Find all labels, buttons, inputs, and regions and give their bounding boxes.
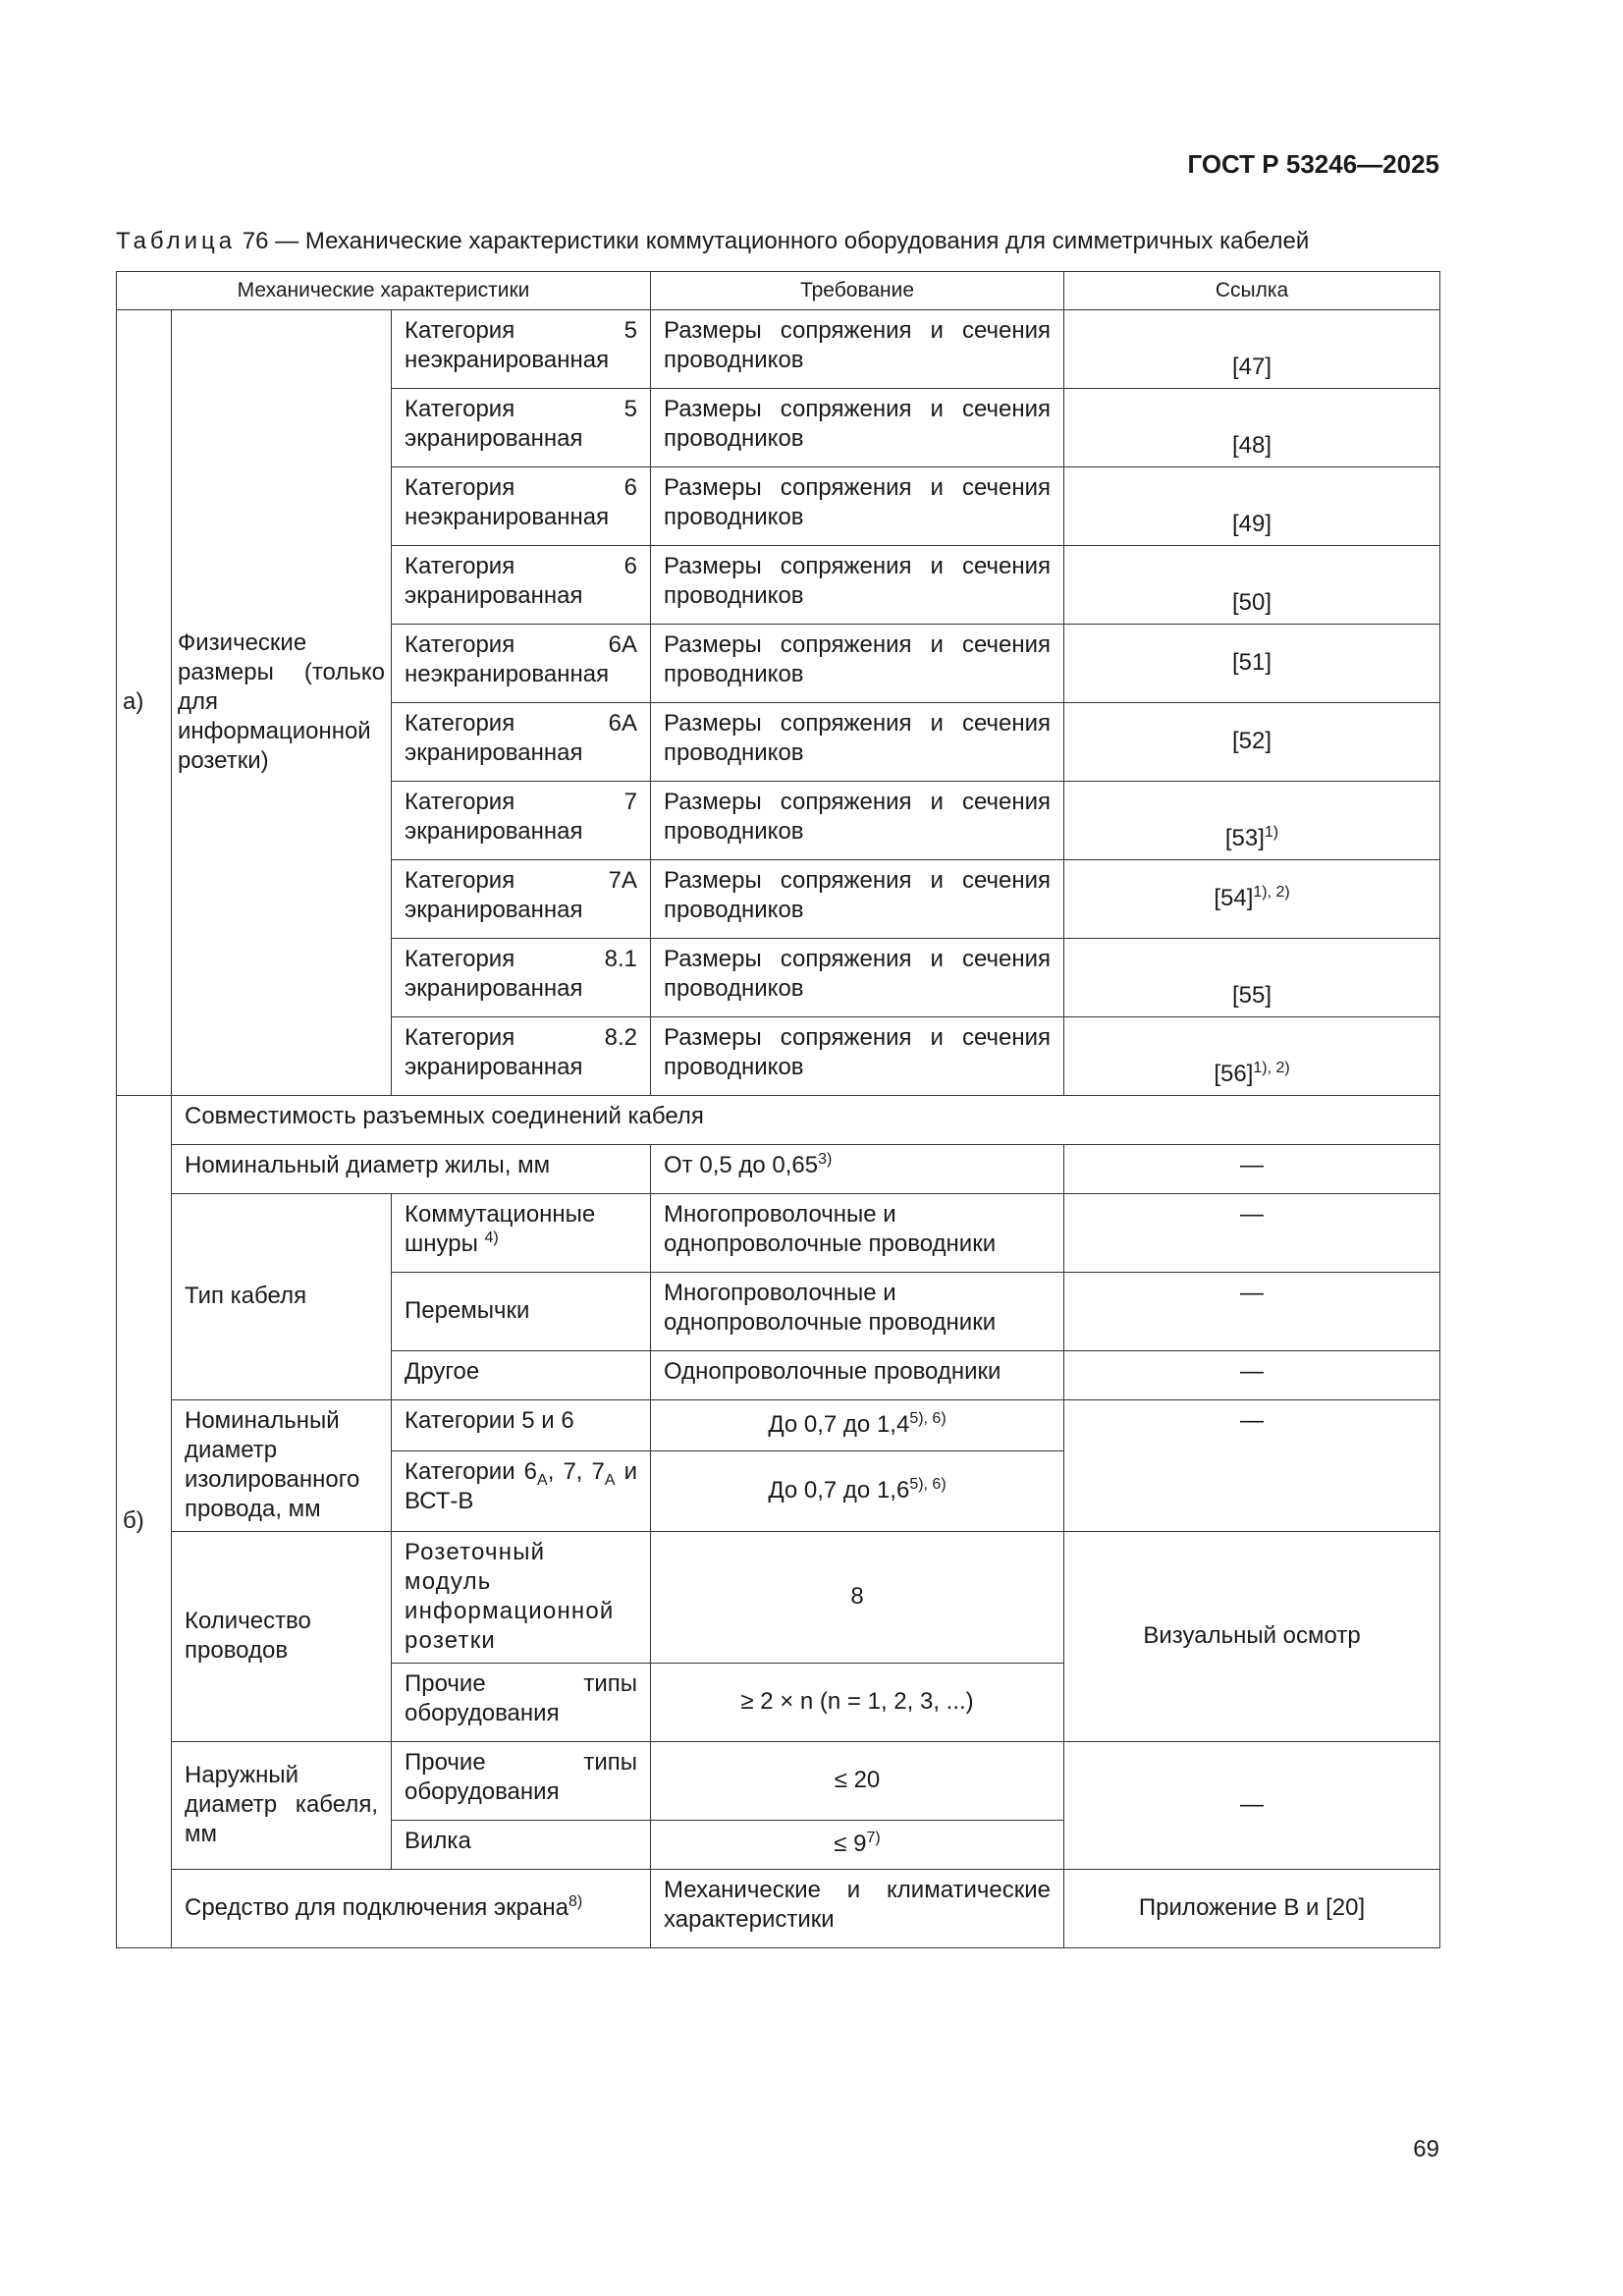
requirement-cell: Размеры сопряжения и сечения проводников	[651, 389, 1064, 467]
category-cell: Категория 6 экранированная	[392, 546, 651, 625]
table-row	[117, 1742, 1440, 1821]
requirement-cell: Размеры сопряжения и сечения проводников	[651, 939, 1064, 1017]
header-cell-characteristics: Механические характеристики	[117, 272, 651, 310]
requirement-cell: До 0,7 до $1,6^{5), 6)}$	[651, 1450, 1064, 1531]
reference-cell: [52]	[1064, 703, 1440, 782]
sub-cell: Вилка	[392, 1821, 651, 1870]
category-cell: Категория 6А неэкранированная	[392, 625, 651, 703]
reference-cell: $[53]^{1)}$	[1064, 782, 1440, 860]
wires-count-label: Количество проводов	[172, 1532, 392, 1742]
requirement-cell: Размеры сопряжения и сечения проводников	[651, 1017, 1064, 1096]
category-cell: Категория 6А экранированная	[392, 703, 651, 782]
table-row	[117, 310, 1440, 389]
requirement-cell: Размеры сопряжения и сечения проводников	[651, 546, 1064, 625]
reference-cell: —	[1064, 1145, 1440, 1194]
requirement-cell: Многопроволочные и однопроволочные проводники	[651, 1194, 1064, 1273]
requirement-cell: Размеры сопряжения и сечения проводников	[651, 860, 1064, 939]
table-row	[117, 1400, 1440, 1451]
requirement-cell: От 0,5 до 0,65$^{3)}$	[651, 1145, 1064, 1194]
reference-cell: —	[1064, 1273, 1440, 1351]
table-caption	[116, 228, 1309, 255]
table-header-row	[117, 272, 1440, 310]
reference-cell: —	[1064, 1194, 1440, 1273]
sub-cell: Другое	[392, 1351, 651, 1400]
mechanical-characteristics-table	[116, 271, 1440, 1948]
requirement-cell: Многопроволочные и однопроволочные проводники	[651, 1273, 1064, 1351]
table-row	[117, 1870, 1440, 1948]
physical-dimensions-label: Физические размеры (только для информационной розетки)	[172, 310, 392, 1096]
category-cell: Категория 7 экранированная	[392, 782, 651, 860]
sub-cell: Категории $6_А$, 7, $7_А$ и ВСТ-В	[392, 1450, 651, 1531]
reference-cell: [55]	[1064, 939, 1440, 1017]
sub-cell: Прочие типы оборудования	[392, 1742, 651, 1821]
reference-cell: $[54]^{1), 2)}$	[1064, 860, 1440, 939]
cable-type-label: Тип кабеля	[172, 1194, 392, 1400]
nominal-core-label: Номинальный диаметр жилы, мм	[172, 1145, 651, 1194]
reference-cell: —	[1064, 1742, 1440, 1870]
sub-cell: Розеточный модуль информационной розетки	[392, 1532, 651, 1664]
header-cell-requirement: Требование	[651, 272, 1064, 310]
requirement-cell: Размеры сопряжения и сечения проводников	[651, 310, 1064, 389]
header-cell-reference: Ссылка	[1064, 272, 1440, 310]
table-row	[117, 1145, 1440, 1194]
requirement-cell: ≤ $9^{7)}$	[651, 1821, 1064, 1870]
outer-diameter-label: Наружный диаметр кабеля, мм	[172, 1742, 392, 1870]
caption-label: Таблица	[116, 228, 237, 254]
sub-cell: Категории 5 и 6	[392, 1400, 651, 1451]
document-code: ГОСТ Р 53246—2025	[1187, 149, 1439, 179]
table-row	[117, 1096, 1440, 1145]
reference-cell: [48]	[1064, 389, 1440, 467]
category-cell: Категория 5 экранированная	[392, 389, 651, 467]
section-b-label: б)	[117, 1096, 172, 1948]
reference-cell: [47]	[1064, 310, 1440, 389]
reference-cell: —	[1064, 1400, 1440, 1532]
requirement-cell: 8	[651, 1532, 1064, 1664]
reference-cell: [49]	[1064, 467, 1440, 546]
category-cell: Категория 8.1 экранированная	[392, 939, 651, 1017]
table-row	[117, 1532, 1440, 1664]
requirement-cell: Механические и климатические характеристики	[651, 1870, 1064, 1948]
requirement-cell: Размеры сопряжения и сечения проводников	[651, 782, 1064, 860]
requirement-cell: ≥ 2 × n (n = 1, 2, 3, ...)	[651, 1664, 1064, 1742]
sub-cell: Прочие типы оборудования	[392, 1664, 651, 1742]
category-cell: Категория 8.2 экранированная	[392, 1017, 651, 1096]
insulated-diameter-label: Номинальный диаметр изолированного провода, мм	[172, 1400, 392, 1532]
section-a-label: а)	[117, 310, 172, 1096]
sub-cell: Перемычки	[392, 1273, 651, 1351]
reference-cell: Приложение В и [20]	[1064, 1870, 1440, 1948]
requirement-cell: ≤ 20	[651, 1742, 1064, 1821]
compatibility-title: Совместимость разъемных соединений кабеля	[172, 1096, 1440, 1145]
reference-cell: Визуальный осмотр	[1064, 1532, 1440, 1742]
page-number: 69	[1413, 2136, 1439, 2162]
requirement-cell: Размеры сопряжения и сечения проводников	[651, 625, 1064, 703]
reference-cell: [51]	[1064, 625, 1440, 703]
reference-cell: [50]	[1064, 546, 1440, 625]
caption-text: 76 — Механические характеристики коммутационного оборудования для симметричных кабелей	[242, 228, 1310, 254]
sub-cell: Коммутационные шнуры $^{4)}$	[392, 1194, 651, 1273]
screen-connection-label: Средство для подключения экрана$^{8)}$	[172, 1870, 651, 1948]
reference-cell: —	[1064, 1351, 1440, 1400]
table-row	[117, 1194, 1440, 1273]
requirement-cell: До 0,7 до $1,4^{5), 6)}$	[651, 1400, 1064, 1451]
requirement-cell: Размеры сопряжения и сечения проводников	[651, 467, 1064, 546]
category-cell: Категория 7А экранированная	[392, 860, 651, 939]
requirement-cell: Однопроволочные проводники	[651, 1351, 1064, 1400]
reference-cell: $[56]^{1), 2)}$	[1064, 1017, 1440, 1096]
category-cell: Категория 5 неэкранированная	[392, 310, 651, 389]
category-cell: Категория 6 неэкранированная	[392, 467, 651, 546]
requirement-cell: Размеры сопряжения и сечения проводников	[651, 703, 1064, 782]
